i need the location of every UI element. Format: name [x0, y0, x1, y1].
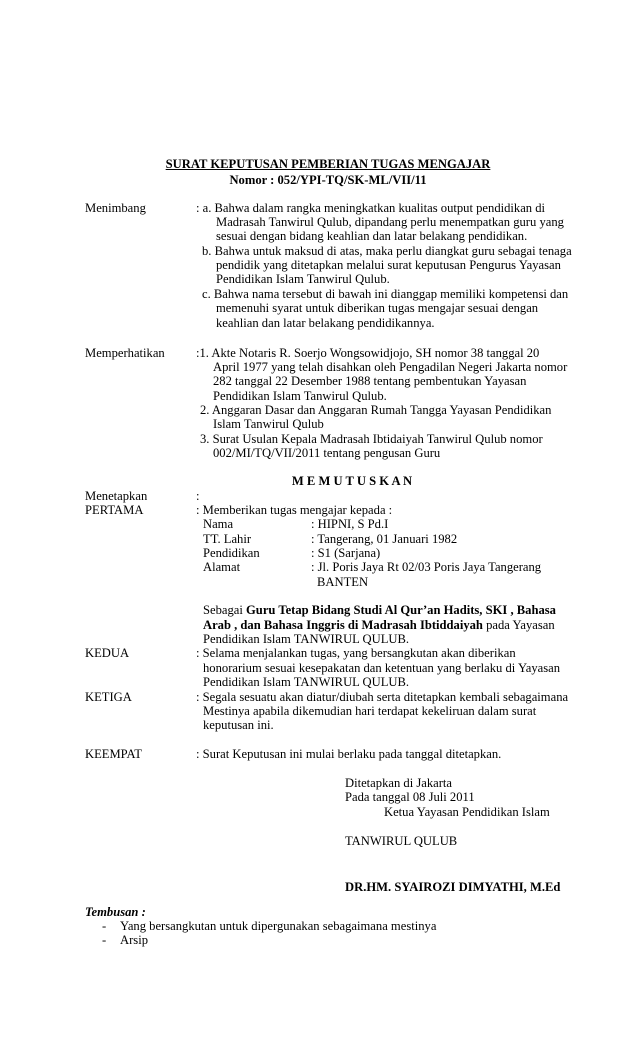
- tembusan-item: Arsip: [120, 933, 148, 947]
- field-key-nama: Nama: [203, 517, 234, 531]
- field-key-ttl: TT. Lahir: [203, 532, 252, 546]
- document-title: SURAT KEPUTUSAN PEMBERIAN TUGAS MENGAJAR: [165, 157, 491, 171]
- menimbang-line: Madrasah Tanwirul Qulub, dipandang perlu menempatkan guru yang: [216, 215, 564, 229]
- menimbang-line: : a. Bahwa dalam rangka meningkatkan kualitas output pendidikan di: [196, 201, 546, 215]
- field-value-pendidikan: : S1 (Sarjana): [311, 546, 381, 560]
- pertama-label: PERTAMA: [85, 503, 144, 517]
- menimbang-line: memenuhi syarat untuk diberikan tugas mengajar sesuai dengan: [216, 301, 539, 315]
- signature-organization: Ketua Yayasan Pendidikan Islam: [384, 805, 550, 819]
- memperhatikan-label: Memperhatikan: [85, 346, 165, 360]
- menimbang-line: c. Bahwa nama tersebut di bawah ini dianggap memiliki kompetensi dan: [202, 287, 569, 301]
- field-value-ttl: : Tangerang, 01 Januari 1982: [311, 532, 458, 546]
- field-key-pendidikan: Pendidikan: [203, 546, 260, 560]
- ketiga-line: : Segala sesuatu akan diatur/diubah serta ditetapkan kembali sebagaimana: [196, 690, 569, 704]
- kedua-label: KEDUA: [85, 646, 130, 660]
- menetapkan-colon: :: [196, 489, 200, 503]
- keempat-text: : Surat Keputusan ini mulai berlaku pada tanggal ditetapkan.: [196, 747, 502, 761]
- sebagai-school: Arab , dan Bahasa Inggris di Madrasah Ibtiddaiyah: [203, 618, 483, 632]
- kedua-line: Pendidikan Islam TANWIRUL QULUB.: [203, 675, 410, 689]
- field-key-alamat: Alamat: [203, 560, 241, 574]
- memperhatikan-line: 002/MI/TQ/VII/2011 tentang pengusan Guru: [213, 446, 441, 460]
- sebagai-line-3: Pendidikan Islam TANWIRUL QULUB.: [203, 632, 410, 646]
- sebagai-line-1: [203, 603, 556, 617]
- memperhatikan-line: April 1977 yang telah disahkan oleh Pengadilan Negeri Jakarta nomor: [213, 360, 568, 374]
- ketiga-line: Mestinya apabila dikemudian hari terdapat kekeliruan dalam surat: [203, 704, 537, 718]
- pertama-intro: : Memberikan tugas mengajar kepada :: [196, 503, 393, 517]
- field-value-alamat-cont: BANTEN: [317, 575, 369, 589]
- field-value-nama: : HIPNI, S Pd.I: [311, 517, 389, 531]
- menimbang-line: sesuai dengan bidang keahlian dan latar belakang pendidikan.: [216, 229, 528, 243]
- sebagai-prefix: Sebagai: [203, 603, 247, 617]
- ketiga-line: keputusan ini.: [203, 718, 274, 732]
- memperhatikan-line: :1. Akte Notaris R. Soerjo Wongsowidjojo, SH nomor 38 tanggal 20: [196, 346, 540, 360]
- sebagai-position: Guru Tetap Bidang Studi Al Qur’an Hadits, SKI , Bahasa: [246, 603, 556, 617]
- signatory-name: DR.HM. SYAIROZI DIMYATHI, M.Ed: [345, 880, 561, 894]
- keempat-label: KEEMPAT: [85, 747, 142, 761]
- kedua-line: : Selama menjalankan tugas, yang bersangkutan akan diberikan: [196, 646, 516, 660]
- memperhatikan-line: Islam Tanwirul Qulub: [213, 417, 324, 431]
- sebagai-line-2: [203, 618, 555, 632]
- signature-place: Ditetapkan di Jakarta: [345, 776, 453, 790]
- menimbang-line: b. Bahwa untuk maksud di atas, maka perlu diangkat guru sebagai tenaga: [202, 244, 572, 258]
- menimbang-line: Pendidikan Islam Tanwirul Qulub.: [216, 272, 390, 286]
- menimbang-label: Menimbang: [85, 201, 146, 215]
- memutuskan-heading: M E M U T U S K A N: [291, 474, 413, 488]
- menimbang-line: pendidik yang ditetapkan melalui surat keputusan Pengurus Yayasan: [216, 258, 561, 272]
- menimbang-line: keahlian dan latar belakang pendidikannya.: [216, 316, 435, 330]
- signature-organization-name: TANWIRUL QULUB: [345, 834, 458, 848]
- document-number: Nomor : 052/YPI-TQ/SK-ML/VII/11: [229, 173, 427, 187]
- tembusan-label: Tembusan :: [85, 905, 146, 919]
- tembusan-bullet: -: [102, 933, 107, 947]
- sebagai-suffix: pada Yayasan: [482, 618, 555, 632]
- kedua-line: honorarium sesuai kesepakatan dan ketentuan yang berlaku di Yayasan: [203, 661, 561, 675]
- memperhatikan-line: 3. Surat Usulan Kepala Madrasah Ibtidaiyah Tanwirul Qulub nomor: [200, 432, 543, 446]
- memperhatikan-line: 2. Anggaran Dasar dan Anggaran Rumah Tangga Yayasan Pendidikan: [200, 403, 552, 417]
- memperhatikan-line: 282 tanggal 22 Desember 1988 tentang pembentukan Yayasan: [213, 374, 527, 388]
- tembusan-bullet: -: [102, 919, 107, 933]
- tembusan-item: Yang bersangkutan untuk dipergunakan sebagaimana mestinya: [120, 919, 437, 933]
- memperhatikan-line: Pendidikan Islam Tanwirul Qulub.: [213, 389, 387, 403]
- ketiga-label: KETIGA: [85, 690, 132, 704]
- menetapkan-label: Menetapkan: [85, 489, 148, 503]
- signature-date: Pada tanggal 08 Juli 2011: [345, 790, 475, 804]
- field-value-alamat: : Jl. Poris Jaya Rt 02/03 Poris Jaya Tangerang: [311, 560, 542, 574]
